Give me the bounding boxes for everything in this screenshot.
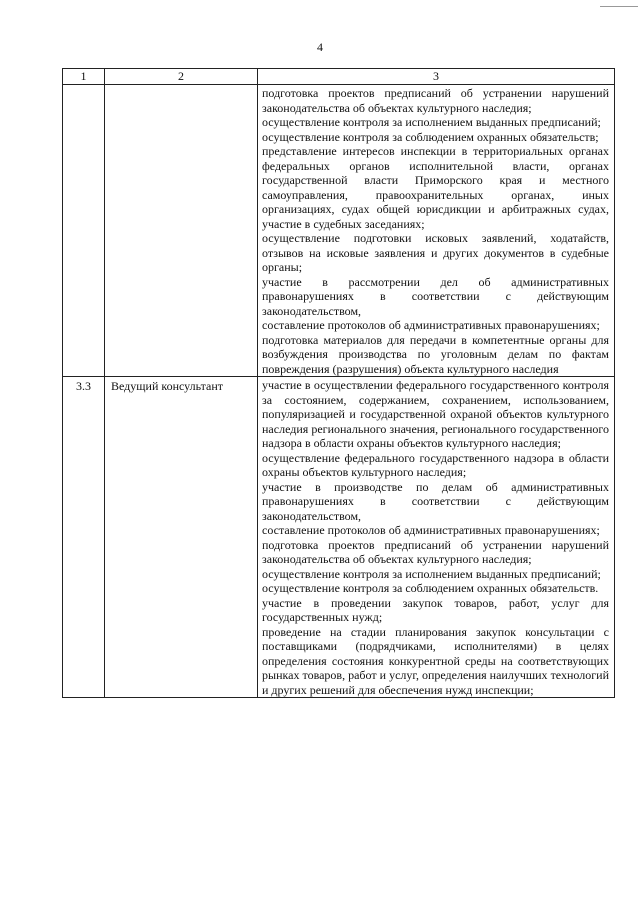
duty-item: осуществление контроля за исполнением выданных предписаний; (262, 115, 601, 129)
duty-item: участие в осуществлении федерального государственного контроля за состоянием, содержанием, сохранением, использованием, популяризацией и государственной охраной объектов культурного наследия регионального значения, регионального государственного надзора в области охраны объектов культурного наследия; (262, 378, 609, 450)
duty-item: осуществление контроля за соблюдением охранных обязательств. (262, 581, 599, 595)
table-row (63, 377, 615, 698)
duty-item: осуществление федерального государственного надзора в области охраны объектов культурного наследия; (262, 450, 609, 479)
table-header-row (63, 69, 615, 85)
row-number (63, 85, 105, 377)
row-number: 3.3 (63, 377, 105, 698)
header-col-2: 2 (105, 69, 258, 85)
page-number: 4 (317, 40, 323, 54)
duty-item: осуществление контроля за соблюдением охранных обязательств; (262, 129, 599, 144)
duty-item: представление интересов инспекции в территориальных органах федеральных органов исполнительной власти, органах государственной власти Приморского края и местного самоуправления, правоохранительных органах, иных организациях, судах общей юрисдикции и арбитражных судах, участие в судебных заседаниях; (262, 144, 609, 231)
duty-item: участие в рассмотрении дел об административных правонарушениях в соответствии с действующим законодательством, (262, 274, 609, 318)
header-col-1: 1 (63, 69, 105, 85)
position-title: Ведущий консультант (105, 377, 258, 698)
duty-item: составление протоколов об административных правонарушениях; (262, 523, 600, 537)
duty-item: подготовка проектов предписаний об устранении нарушений законодательства об объектах культурного наследия; (262, 537, 609, 566)
duty-item: участие в проведении закупок товаров, работ, услуг для государственных нужд; (262, 595, 609, 624)
duties-list (258, 377, 615, 698)
scan-mark (600, 6, 638, 7)
position-title (105, 85, 258, 377)
duties-table (62, 68, 615, 698)
table-row (63, 85, 615, 377)
header-col-3: 3 (258, 69, 615, 85)
duty-item: осуществление подготовки исковых заявлений, ходатайств, отзывов на исковые заявления и других документов в судебные органы; (262, 231, 609, 274)
duty-item: составление протоколов об административных правонарушениях; (262, 318, 600, 332)
duty-item: подготовка проектов предписаний об устранении нарушений законодательства об объектах культурного наследия; (262, 86, 609, 115)
duties-list (258, 85, 615, 377)
duty-item: проведение на стадии планирования закупок консультации с поставщиками (подрядчиками, исполнителями) в целях определения состояния конкурентной среды на соответствующих рынках товаров, работ и услуг, определения наилучших технологий и других решений для обеспечения нужд инспекции; (262, 624, 609, 697)
duty-item: подготовка материалов для передачи в компетентные органы для возбуждения производства по уголовным делам по фактам повреждения (разрушения) объекта культурного наследия (262, 332, 609, 376)
duty-item: участие в производстве по делам об административных правонарушениях в соответствии с действующим законодательством, (262, 479, 609, 523)
duty-item: осуществление контроля за исполнением выданных предписаний; (262, 566, 601, 581)
